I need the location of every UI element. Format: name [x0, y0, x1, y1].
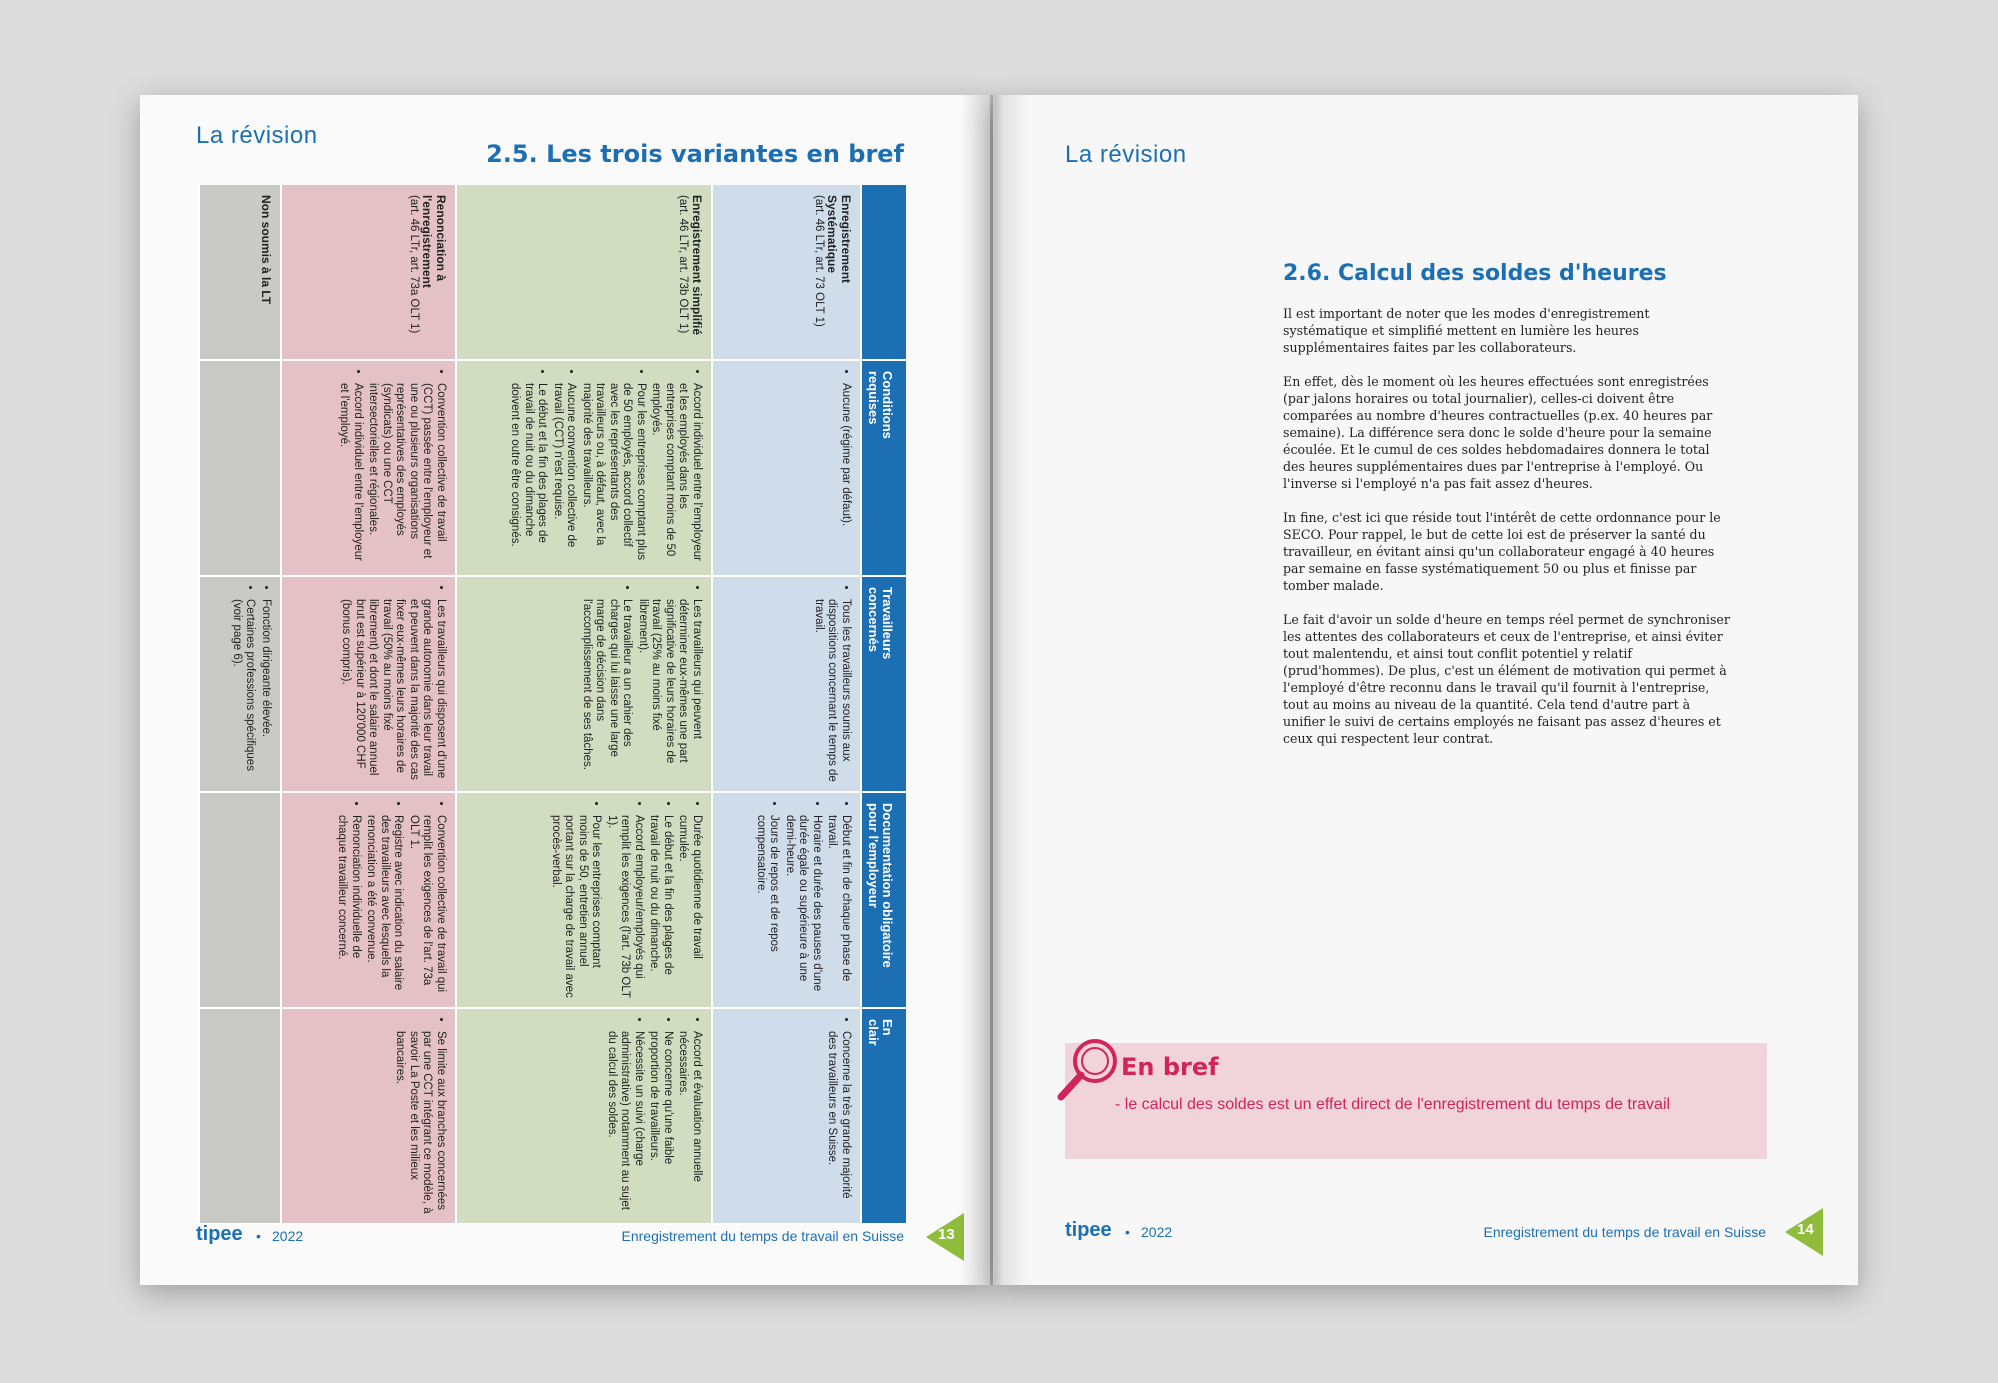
cell-bullet: • Registre avec indication du salaire des travailleurs avec lesquels la renonciation a été convenue.	[364, 815, 405, 999]
column-header: Documentation obligatoire pour l'employeur	[862, 793, 906, 1009]
cell-bullet: • Convention collective de travail (CCT) passée entre l'employeur et une ou plusieurs organisations représentatives des employés (syndicats) ou une CCT intersectorielles et régionales.	[366, 383, 447, 567]
cell-bullet: • Le travailleur a un cahier des charges qui lui laisse une large marge de décision dans l'accomplissement de ses tâches.	[579, 599, 633, 783]
body-text	[1283, 305, 1733, 764]
row-header	[282, 185, 456, 361]
cell-bullet: • Le début et la fin des plages de travail de nuit ou du dimanche.	[647, 815, 674, 999]
column-header: En clair	[862, 1009, 906, 1225]
table-cell	[200, 1009, 280, 1225]
cell-bullet: • Les travailleurs qui peuvent déterminer eux-mêmes une part significative de leurs horaires de travail (25% au moins fixé librement).	[635, 599, 703, 783]
column-header: Travailleurs concernés	[862, 577, 906, 793]
page-number-badge	[1785, 1208, 1823, 1256]
table-cell	[713, 793, 861, 1009]
page-number: 13	[938, 1226, 955, 1243]
brief-text: - le calcul des soldes est un effet direct de l'enregistrement du temps de travail	[1115, 1096, 1671, 1113]
page-number-badge	[926, 1213, 964, 1261]
cell-bullet: • Le début et la fin des plages de travail de nuit ou du dimanche doivent en outre être consignés.	[508, 383, 549, 567]
table-cell	[457, 793, 710, 1009]
left-page	[140, 95, 990, 1285]
cell-bullet: • Accord employeur/employés qui remplit les exigences (l'art. 73b OLT 1).	[604, 815, 645, 999]
table-cell	[200, 793, 280, 1009]
table-row	[280, 185, 456, 1225]
row-header	[200, 185, 280, 361]
row-title: Enregistrement simplifié	[689, 195, 704, 336]
table-cell	[282, 577, 456, 793]
cell-bullet: • Pour les entreprises comptant moins de 50, entretien annuel portant sur la charge de travail avec procès-verbal.	[548, 815, 602, 999]
brand-logo: tipee	[196, 1223, 243, 1245]
table-cell	[282, 361, 456, 577]
table-cell	[713, 577, 861, 793]
cell-bullet: • Renonciation individuelle de chaque travailleur concerné.	[335, 815, 362, 999]
right-page	[993, 95, 1858, 1285]
table-cell	[200, 361, 280, 577]
cell-bullet: • Concerne la très grande majorité des travailleurs en Suisse.	[825, 1031, 852, 1215]
variants-table	[198, 185, 906, 1225]
cell-bullet: • Convention collective de travail qui remplit les exigences de l'art. 73a OLT 1.	[407, 815, 448, 999]
paragraph: Il est important de noter que les modes d'enregistrement systématique et simplifié mettent en lumière les heures supplémentaires faites par les collaborateurs.	[1283, 306, 1650, 355]
row-reference: (art. 46 LTr, art. 73b OLT 1)	[677, 195, 690, 334]
table-cell	[282, 793, 456, 1009]
paragraph: En effet, dès le moment où les heures effectuées sont enregistrées (par jalons horaires ou total journalier), celles-ci doivent être comparées au nombre d'heures contractuelles (p.ex. 40 heures par semaine). La différence sera donc le solde d'heure pour la semaine écoulée. Et le cumul de ces soldes hebdomadaires donnera le total des heures supplémentaires dues par l'entreprise à l'employé. Ou l'inverse si l'employé n'a pas fait assez d'heures.	[1283, 374, 1713, 491]
row-title: Renonciation à l'enregistrement	[420, 195, 449, 288]
cell-bullet: • Fonction dirigeante élevée.	[258, 599, 272, 783]
cell-bullet: • Pour les entreprises comptant plus de 50 employés, accord collectif avec les représentants des travailleurs ou, à défaut, avec la majorité des travailleurs.	[579, 383, 647, 567]
brand-logo: tipee	[1065, 1219, 1112, 1241]
table-header-column	[860, 185, 906, 1225]
table-row	[198, 185, 280, 1225]
cell-bullet: • Jours de repos et de repos compensatoire.	[754, 815, 781, 999]
cell-bullet: • Les travailleurs qui disposent d'une grande autonomie dans leur travail et peuvent dans la majorité des cas fixer eux-mêmes leurs horaires de travail (50% au moins fixé librement) et dont le salaire annuel brut est supérieur à 120'000 CHF (bonus compris).	[339, 599, 447, 783]
cell-bullet: • Accord individuel entre l'employeur et les employés dans les entreprises comptant moins de 50 employés.	[649, 383, 703, 567]
row-title: Enregistrement Systématique	[825, 195, 854, 284]
footer-title: Enregistrement du temps de travail en Suisse	[1483, 1224, 1766, 1240]
row-reference: (art. 46 LTr, art. 73 OLT 1)	[813, 195, 826, 327]
cell-bullet: • Horaire et durée des pauses d'une durée égale ou supérieure à une demi-heure.	[783, 815, 824, 999]
table-cell	[457, 1009, 710, 1225]
page-number: 14	[1797, 1221, 1814, 1238]
column-header: Conditions requises	[862, 361, 906, 577]
cell-bullet: • Ne concerne qu'une faible proportion de travailleurs.	[647, 1031, 674, 1215]
header-corner	[862, 185, 906, 361]
cell-bullet: • Certaines professions spécifiques (voir page 6).	[229, 599, 256, 783]
footer-title: Enregistrement du temps de travail en Suisse	[621, 1228, 904, 1244]
cell-bullet: • Aucune (régime par défaut).	[839, 383, 853, 567]
footer-year: 2022	[272, 1228, 304, 1244]
table-cell	[457, 577, 710, 793]
brief-title: En bref	[1121, 1053, 1219, 1081]
paragraph: In fine, c'est ici que réside tout l'intérêt de cette ordonnance pour le SECO. Pour rappel, le but de cette loi est de préserver la santé du travailleur, en évitant ainsi qu'un collaborateur engagé à 40 heures par semaine en fasse systématiquement 50 ou plus et finisse par tomber malade.	[1283, 510, 1721, 593]
section-label: La révision	[1065, 141, 1187, 168]
row-title: Non soumis à la LT	[258, 195, 273, 305]
table-cell	[200, 577, 280, 793]
footer-separator: •	[1125, 1224, 1130, 1240]
footer-separator: •	[256, 1228, 261, 1244]
cell-bullet: • Début et fin de chaque phase de travail.	[825, 815, 852, 999]
table-row	[455, 185, 710, 1225]
table-cell	[713, 1009, 861, 1225]
section-title: 2.6. Calcul des soldes d'heures	[1283, 261, 1667, 286]
table-row	[711, 185, 861, 1225]
cell-bullet: • Durée quotidienne de travail cumulée.	[676, 815, 703, 999]
page-title: 2.5. Les trois variantes en bref	[486, 140, 904, 168]
footer-year: 2022	[1141, 1224, 1173, 1240]
cell-bullet: • Se limite aux branches concernées par une CCT intégrant ce modèle, à savoir La Poste et les milieux bancaires.	[393, 1031, 447, 1215]
table-cell	[457, 361, 710, 577]
cell-bullet: • Nécessite un suivi (charge administrative) notamment au sujet du calcul des soldes.	[604, 1031, 645, 1215]
cell-bullet: • Accord et évaluation annuelle nécessaires.	[676, 1031, 703, 1215]
row-reference: (art. 46 LTr, art. 73a OLT 1)	[408, 195, 421, 334]
table-cell	[713, 361, 861, 577]
section-label: La révision	[196, 122, 318, 149]
brief-box	[1065, 1043, 1767, 1159]
cell-bullet: • Aucune convention collective de travail (CCT) n'est requise.	[550, 383, 577, 567]
cell-bullet: • Tous les travailleurs soumis aux dispositions concernant le temps de travail.	[812, 599, 853, 783]
row-header	[713, 185, 861, 361]
row-header	[457, 185, 710, 361]
paragraph: Le fait d'avoir un solde d'heure en temps réel permet de synchroniser les attentes des collaborateurs et ceux de l'entreprise, et ainsi éviter tout malentendu, et ainsi tout conflit potentiel y relatif (prud'hommes). De plus, c'est un élément de motivation qui permet à l'employé d'être reconnu dans le travail qu'il fournit à l'entreprise, tout au moins au niveau de la quantité. Cela tend d'autre part à unifier le suivi de certains employés ne faisant pas assez d'heures et ceux qui respectent leur contrat.	[1283, 612, 1730, 746]
table-cell	[282, 1009, 456, 1225]
cell-bullet: • Accord individuel entre l'employeur et l'employé.	[337, 383, 364, 567]
